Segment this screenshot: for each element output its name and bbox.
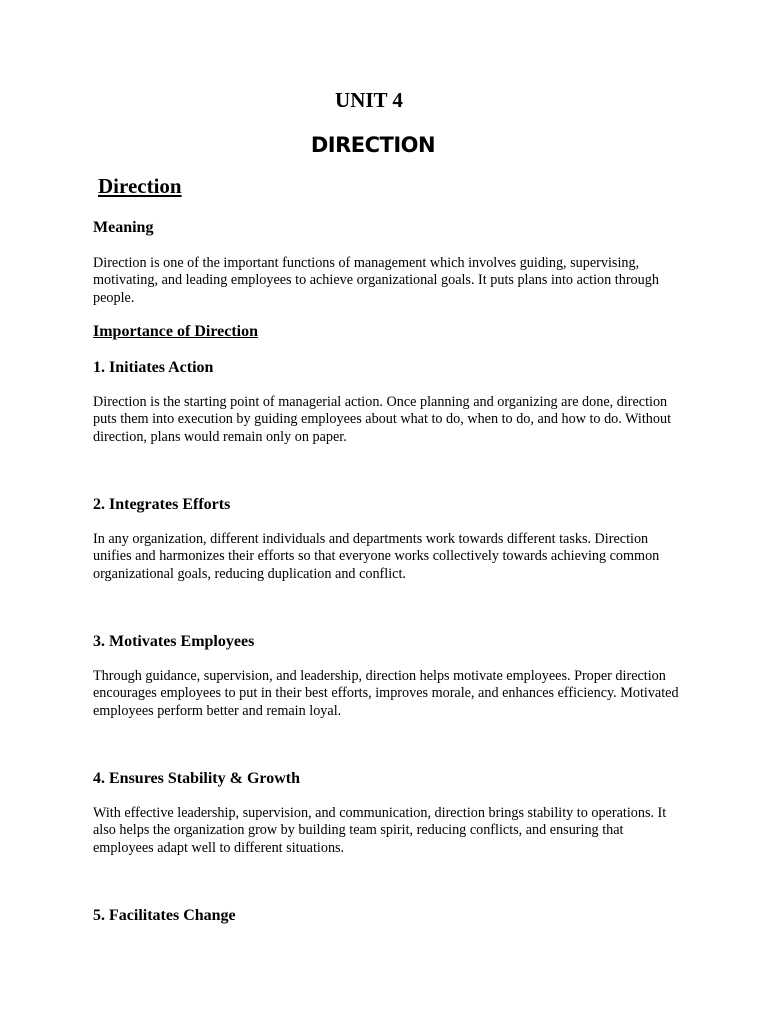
point-1-title: 1. Initiates Action — [93, 359, 214, 376]
point-4-paragraph: With effective leadership, supervision, and communication, direction brings stability to operations. It also helps the organization grow by building team spirit, reducing conflicts, and ensuring that employees adapt well to different situations. — [93, 805, 667, 856]
point-2-paragraph: In any organization, different individuals and departments work towards different tasks. Direction unifies and harmonizes their efforts so that everyone works collectively towards achieving common organizational goals, reducing duplication and conflict. — [93, 531, 660, 582]
point-3-paragraph: Through guidance, supervision, and leadership, direction helps motivate employees. Proper direction encourages employees to put in their best efforts, improves morale, and enhances efficiency. Motivated employees perform better and remain loyal. — [93, 668, 679, 719]
point-4-title: 4. Ensures Stability & Growth — [93, 770, 300, 787]
point-1-paragraph: Direction is the starting point of managerial action. Once planning and organizing are done, direction puts them into execution by guiding employees about what to do, when to do, and how to do. Without direction, plans would remain only on paper. — [93, 394, 672, 445]
meaning-heading: Meaning — [93, 219, 154, 236]
meaning-paragraph: Direction is one of the important functions of management which involves guiding, supervising, motivating, and leading employees to achieve organizational goals. It puts plans into action through people. — [93, 255, 659, 306]
point-3-title: 3. Motivates Employees — [93, 633, 255, 650]
section-heading: Direction — [98, 174, 182, 198]
chapter-title: DIRECTION — [310, 133, 436, 157]
point-2-title: 2. Integrates Efforts — [93, 496, 231, 513]
importance-heading: Importance of Direction — [93, 323, 258, 340]
point-5-title: 5. Facilitates Change — [93, 907, 236, 924]
unit-title: UNIT 4 — [335, 88, 403, 112]
